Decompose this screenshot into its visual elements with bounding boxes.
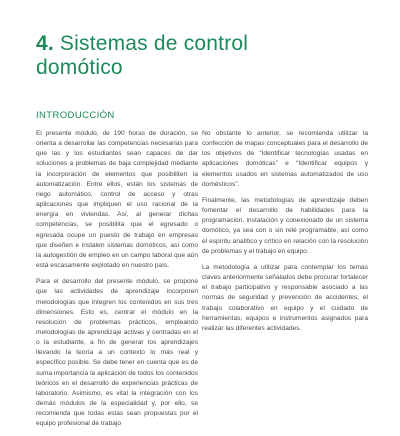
paragraph: El presente módulo, de 190 horas de duración, se orienta a desarrollar las competencias necesarias para que las y los estudiantes sean capaces de dar soluciones a problemas de baja complejidad mediante la incorporación de elementos que posibiliten la automatización. Entre ellos, están los sistemas de riego automático, control de acceso y otras aplicaciones que impliquen el uso racional de la energía en viviendas. Así, al generar dichas competencias, se posibilita que el egresado o egresada ocupe un puesto de trabajo en empresas que diseñen e instalen sistemas domóticos, así como la autogestión de empleo en un campo laboral que aún está escasamente explotado en nuestro país. <box>36 130 198 270</box>
chapter-number: 4. <box>36 32 54 55</box>
paragraph: Finalmente, las metodologías de aprendizaje deben fomentar el desarrollo de habilidades para la programación, instalación y conexionado de un sistema domótico, ya sea con o sin relé programable, así como el espíritu analítico y crítico en relación con la resolución de problemas y el trabajo en equipo. <box>202 196 368 255</box>
right-column <box>202 129 368 340</box>
chapter-title <box>36 32 336 80</box>
paragraph: No obstante lo anterior, se recomienda utilizar la confección de mapas conceptuales para el desarrollo de los objetivos de “Identificar tecnologías usadas en aplicaciones domóticas” e “Identificar equipos y elementos usados en sistemas automatizados de uso domésticos”. <box>202 130 368 188</box>
chapter-name: Sistemas de control domótico <box>36 32 249 79</box>
left-column <box>36 129 198 436</box>
paragraph: Para el desarrollo del presente módulo, se propone que las actividades de aprendizaje incorporen metodologías que integren los contenidos en sus tres dimensiones. Esto es, centrar el módulo en la resolución de problemas prácticos, empleando metodologías de aprendizaje activas y centradas en el o la estudiante, a fin de generar los aprendizajes llevando la teoría a un contexto lo más real y específico posible. Se debe tener en cuenta que es de suma importancia la aplicación de todos los contenidos teóricos en el desarrollo de experiencias prácticas de laboratorio. Asimismo, es vital la integración con los demás módulos de la especialidad y, por ello, se recomienda que todas estas sean propuestas por el equipo profesional de trabajo <box>36 278 198 428</box>
paragraph: La metodología a utilizar para contemplar los temas claves anteriormente señalados debe procurar fortalecer el trabajo participativo y responsable asociado a las normas de seguridad y prevención de accidentes, el trabajo colaborativo en equipo y el cuidado de herramientas, equipos e instrumentos asignados para realizar las diferentes actividades. <box>202 263 368 332</box>
section-heading: INTRODUCCIÓN <box>36 110 115 121</box>
